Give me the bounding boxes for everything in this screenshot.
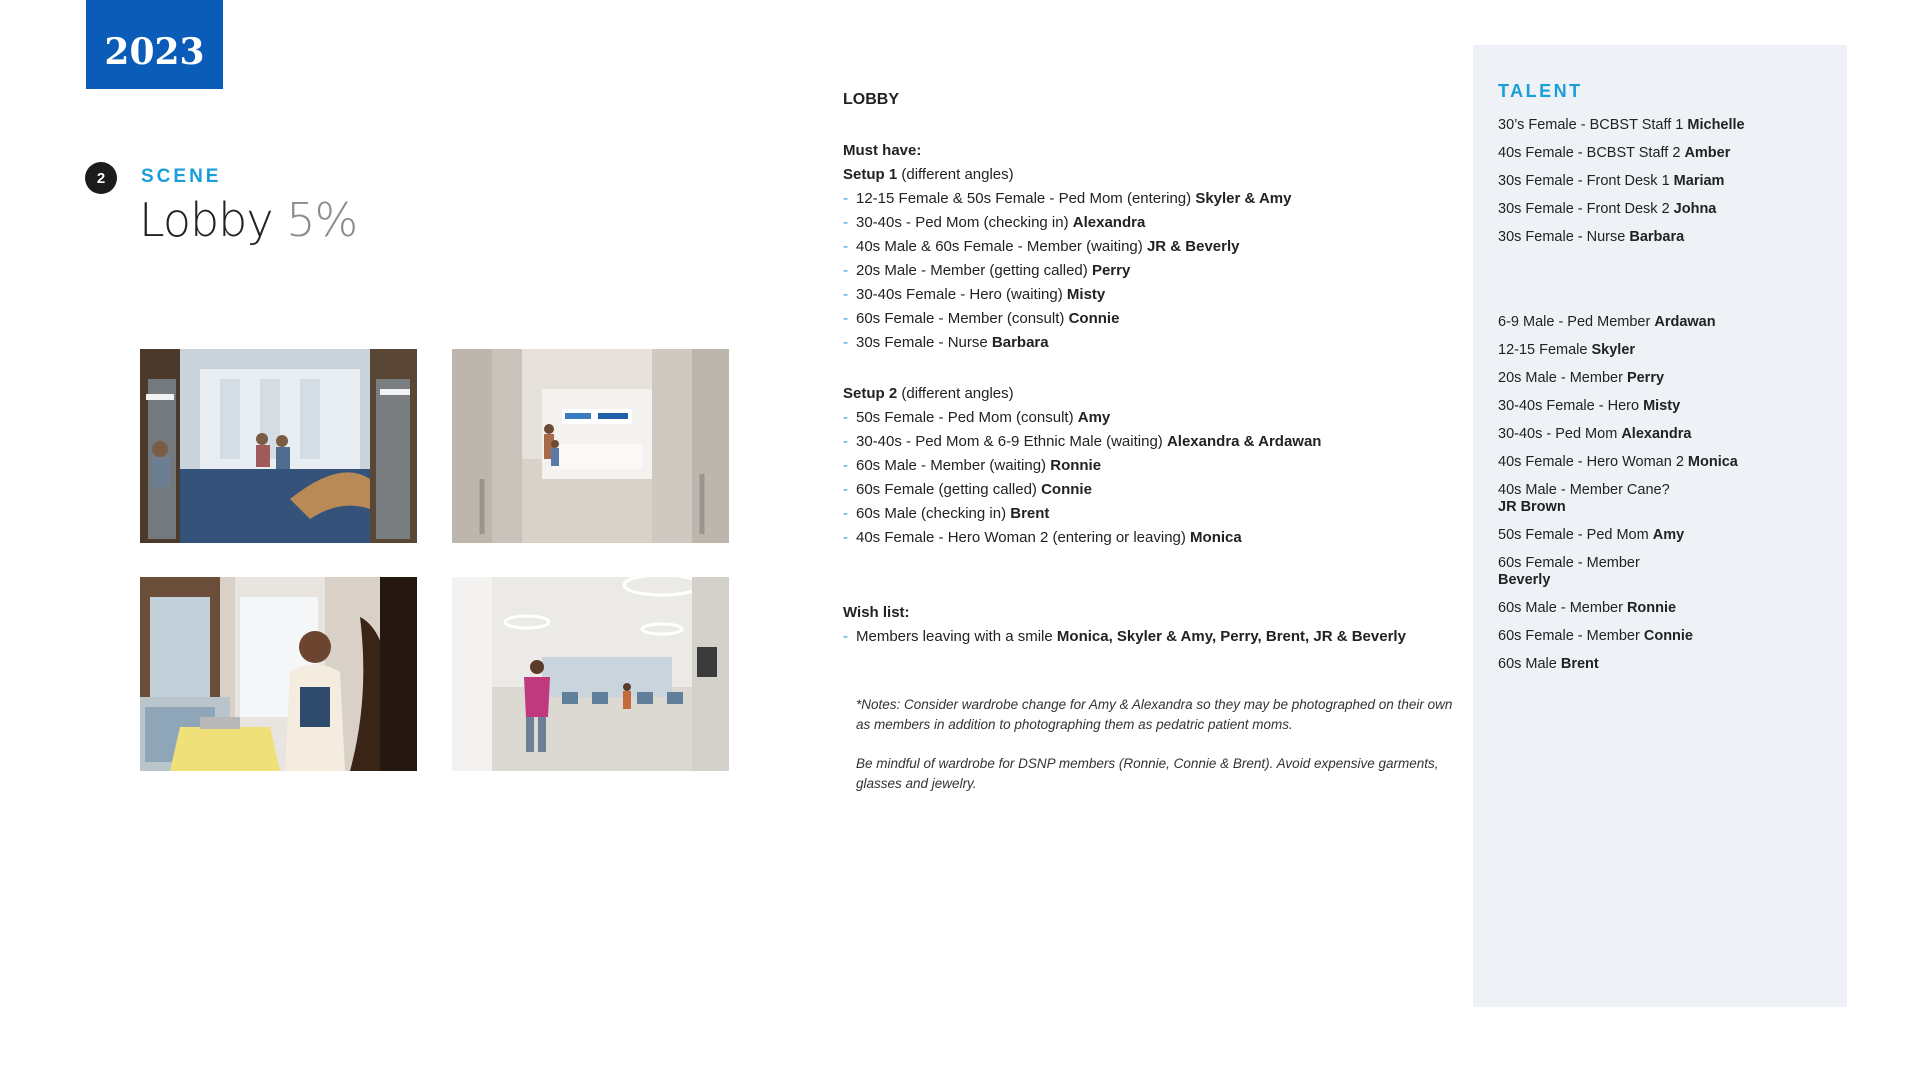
lobby-photo-smiling-member bbox=[140, 577, 417, 771]
setup-2-note: (different angles) bbox=[897, 385, 1014, 402]
talent-role: 30s Female - Front Desk 1 bbox=[1498, 173, 1674, 189]
talent-role: 60s Female - Member bbox=[1498, 628, 1644, 644]
bullet-dash: - bbox=[843, 334, 848, 351]
shot-list-item bbox=[843, 307, 1291, 331]
bullet-dash: - bbox=[843, 214, 848, 231]
notes-paragraph-1: *Notes: Consider wardrobe change for Amy & Alexandra so they may be photographed on their own as members in addition to photographing them as pedatric patient moms. bbox=[856, 697, 1453, 732]
talent-entry bbox=[1498, 426, 1691, 443]
talent-entry bbox=[1498, 454, 1738, 471]
item-talent-name: Brent bbox=[1010, 505, 1050, 522]
talent-entry bbox=[1498, 628, 1693, 645]
talent-entry bbox=[1498, 370, 1664, 387]
talent-entry bbox=[1498, 398, 1680, 415]
bullet-dash: - bbox=[843, 529, 848, 546]
talent-entry bbox=[1498, 527, 1684, 544]
talent-name: Skyler bbox=[1591, 342, 1636, 358]
talent-entry bbox=[1498, 600, 1676, 617]
bullet-dash: - bbox=[843, 505, 848, 522]
talent-role: 60s Female - Member bbox=[1498, 555, 1640, 571]
item-text: 60s Male (checking in) bbox=[856, 505, 1011, 522]
item-text: 20s Male - Member (getting called) bbox=[856, 262, 1092, 279]
talent-entry bbox=[1498, 314, 1716, 331]
shot-list-item bbox=[843, 211, 1291, 235]
scene-title-text: Lobby bbox=[139, 193, 273, 247]
shot-list-item bbox=[843, 454, 1321, 478]
talent-role: 60s Male bbox=[1498, 656, 1561, 672]
talent-role: 30-40s - Ped Mom bbox=[1498, 426, 1622, 442]
bullet-dash: - bbox=[843, 286, 848, 303]
bullet-dash: - bbox=[843, 262, 848, 279]
lobby-photo-reception bbox=[140, 349, 417, 543]
wish-list-block bbox=[843, 601, 1406, 649]
talent-name: Michelle bbox=[1687, 117, 1745, 133]
shot-list-item bbox=[843, 526, 1321, 550]
talent-name: Brent bbox=[1560, 656, 1599, 672]
item-talent-name: Alexandra bbox=[1072, 214, 1146, 231]
item-text: Members leaving with a smile bbox=[856, 628, 1057, 645]
bullet-dash: - bbox=[843, 457, 848, 474]
item-text: 60s Female - Member (consult) bbox=[856, 310, 1069, 327]
talent-role: 12-15 Female bbox=[1498, 342, 1592, 358]
talent-role: 30’s Female - BCBST Staff 1 bbox=[1498, 117, 1688, 133]
location-heading: LOBBY bbox=[843, 91, 899, 108]
item-text: 12-15 Female & 50s Female - Ped Mom (entering) bbox=[856, 190, 1196, 207]
talent-name: Amy bbox=[1652, 527, 1685, 543]
shot-list-item bbox=[843, 187, 1291, 211]
talent-name: Perry bbox=[1626, 370, 1665, 386]
setup-1-header bbox=[843, 163, 1291, 187]
setup-1-list bbox=[843, 187, 1291, 355]
item-text: 60s Female (getting called) bbox=[856, 481, 1042, 498]
talent-name: Johna bbox=[1673, 201, 1717, 217]
shot-list-item bbox=[843, 502, 1321, 526]
bullet-dash: - bbox=[843, 481, 848, 498]
talent-name: JR Brown bbox=[1498, 499, 1566, 515]
shot-list-item bbox=[843, 406, 1321, 430]
talent-entry bbox=[1498, 656, 1599, 673]
talent-panel bbox=[1473, 45, 1847, 1007]
setup-1-block bbox=[843, 139, 1291, 355]
item-text: 40s Female - Hero Woman 2 (entering or leaving) bbox=[856, 529, 1191, 546]
item-talent-name: Perry bbox=[1091, 262, 1131, 279]
talent-name: Amber bbox=[1684, 145, 1731, 161]
talent-name: Beverly bbox=[1498, 572, 1551, 588]
talent-name: Misty bbox=[1643, 398, 1681, 414]
year-badge: 2023 bbox=[86, 0, 223, 89]
talent-role: 30s Female - Front Desk 2 bbox=[1498, 201, 1674, 217]
setup-2-header bbox=[843, 382, 1321, 406]
bullet-dash: - bbox=[843, 190, 848, 207]
talent-name: Ardawan bbox=[1654, 314, 1716, 330]
bullet-dash: - bbox=[843, 628, 848, 645]
talent-entry bbox=[1498, 482, 1670, 516]
talent-entry bbox=[1498, 117, 1745, 134]
item-text: 50s Female - Ped Mom (consult) bbox=[856, 409, 1078, 426]
talent-role: 20s Male - Member bbox=[1498, 370, 1627, 386]
setup-2-block bbox=[843, 382, 1321, 550]
item-text: 40s Male & 60s Female - Member (waiting) bbox=[856, 238, 1147, 255]
talent-entry bbox=[1498, 173, 1724, 190]
talent-entry bbox=[1498, 342, 1635, 359]
must-have-text: Must have: bbox=[843, 142, 922, 159]
item-text: 30-40s - Ped Mom & 6-9 Ethnic Male (waiting) bbox=[856, 433, 1167, 450]
talent-role: 40s Female - Hero Woman 2 bbox=[1498, 454, 1688, 470]
must-have-label bbox=[843, 139, 1291, 163]
talent-name: Ronnie bbox=[1626, 600, 1677, 616]
talent-role: 30s Female - Nurse bbox=[1498, 229, 1630, 245]
talent-role: 30-40s Female - Hero bbox=[1498, 398, 1644, 414]
scene-label: SCENE bbox=[141, 166, 222, 187]
item-talent-name: JR & Beverly bbox=[1146, 238, 1240, 255]
item-talent-name: Monica, Skyler & Amy, Perry, Brent, JR & Beverly bbox=[1056, 628, 1406, 645]
bullet-dash: - bbox=[843, 433, 848, 450]
setup-2-list bbox=[843, 406, 1321, 550]
item-text: 60s Male - Member (waiting) bbox=[856, 457, 1051, 474]
shot-list-item bbox=[843, 235, 1291, 259]
talent-role: 60s Male - Member bbox=[1498, 600, 1627, 616]
item-talent-name: Amy bbox=[1077, 409, 1111, 426]
shot-list-item bbox=[843, 283, 1291, 307]
talent-role: 40s Male - Member Cane? bbox=[1498, 482, 1670, 498]
setup-2-label: Setup 2 bbox=[843, 385, 898, 402]
item-talent-name: Monica bbox=[1190, 529, 1242, 546]
talent-name: Monica bbox=[1687, 454, 1738, 470]
bullet-dash: - bbox=[843, 409, 848, 426]
talent-role: 6-9 Male - Ped Member bbox=[1498, 314, 1655, 330]
notes-paragraph-2: Be mindful of wardrobe for DSNP members (Ronnie, Connie & Brent). Avoid expensive garments, glasses and jewelry. bbox=[856, 756, 1439, 791]
shot-list-item bbox=[843, 625, 1406, 649]
setup-1-label: Setup 1 bbox=[843, 166, 898, 183]
item-talent-name: Connie bbox=[1041, 481, 1092, 498]
item-text: 30-40s - Ped Mom (checking in) bbox=[856, 214, 1073, 231]
talent-entry bbox=[1498, 145, 1730, 162]
item-text: 30-40s Female - Hero (waiting) bbox=[856, 286, 1067, 303]
item-talent-name: Skyler & Amy bbox=[1195, 190, 1292, 207]
shot-list-item bbox=[843, 331, 1291, 355]
talent-entry bbox=[1498, 555, 1640, 589]
scene-percent: 5% bbox=[286, 193, 358, 247]
wish-list-header bbox=[843, 601, 1406, 625]
item-talent-name: Alexandra & Ardawan bbox=[1166, 433, 1322, 450]
shot-list-item bbox=[843, 478, 1321, 502]
talent-name: Alexandra bbox=[1621, 426, 1692, 442]
bullet-dash: - bbox=[843, 238, 848, 255]
item-talent-name: Misty bbox=[1066, 286, 1106, 303]
talent-entry bbox=[1498, 229, 1684, 246]
talent-role: 50s Female - Ped Mom bbox=[1498, 527, 1653, 543]
talent-name: Mariam bbox=[1673, 173, 1725, 189]
lobby-photo-entrance bbox=[452, 349, 729, 543]
bullet-dash: - bbox=[843, 310, 848, 327]
talent-name: Connie bbox=[1643, 628, 1693, 644]
item-talent-name: Barbara bbox=[991, 334, 1049, 351]
shot-list-item bbox=[843, 259, 1291, 283]
scene-title bbox=[139, 193, 357, 247]
talent-role: 40s Female - BCBST Staff 2 bbox=[1498, 145, 1685, 161]
wish-list-items bbox=[843, 625, 1406, 649]
item-talent-name: Connie bbox=[1068, 310, 1120, 327]
lobby-photo-waiting-area bbox=[452, 577, 729, 771]
shot-list-item bbox=[843, 430, 1321, 454]
wish-list-label: Wish list: bbox=[843, 604, 910, 621]
talent-name: Barbara bbox=[1629, 229, 1685, 245]
setup-1-note: (different angles) bbox=[897, 166, 1014, 183]
scene-number-badge: 2 bbox=[85, 162, 117, 194]
talent-entry bbox=[1498, 201, 1716, 218]
talent-title: TALENT bbox=[1498, 81, 1583, 101]
item-text: 30s Female - Nurse bbox=[856, 334, 992, 351]
item-talent-name: Ronnie bbox=[1050, 457, 1102, 474]
